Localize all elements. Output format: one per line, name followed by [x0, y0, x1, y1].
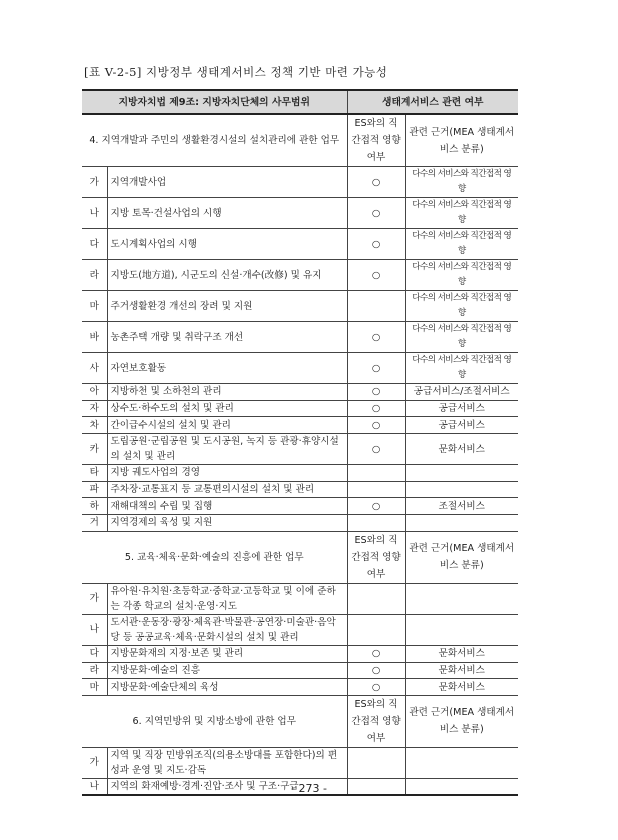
es-mark: ○ — [347, 417, 405, 434]
table-row — [82, 515, 518, 532]
table-row — [82, 229, 518, 260]
table-caption: [표 V-2-5] 지방정부 생태계서비스 정책 기반 마련 가능성 — [84, 65, 388, 79]
table-row — [82, 498, 518, 515]
row-item: 간이급수시설의 설치 및 관리 — [107, 417, 347, 434]
basis-column-header: 관련 근거(MEA 생태계서비스 분류) — [405, 695, 518, 747]
row-item: 상수도·하수도의 설치 및 관리 — [107, 400, 347, 417]
row-item: 지방 토목·건설사업의 시행 — [107, 198, 347, 229]
row-basis: 다수의 서비스와 직간접적 영향 — [405, 291, 518, 322]
row-letter: 나 — [82, 614, 107, 645]
row-basis: 공급서비스 — [405, 400, 518, 417]
es-mark: ○ — [347, 498, 405, 515]
es-mark: ○ — [347, 229, 405, 260]
es-mark: ○ — [347, 353, 405, 384]
row-letter: 차 — [82, 417, 107, 434]
table-row — [82, 583, 518, 614]
es-column-header: ES와의 직간접적 영향여부 — [347, 695, 405, 747]
table-row — [82, 679, 518, 696]
row-letter: 가 — [82, 167, 107, 198]
table-row — [82, 198, 518, 229]
row-item: 지방문화재의 지정·보존 및 관리 — [107, 645, 347, 662]
es-column-header: ES와의 직간접적 영향여부 — [347, 531, 405, 583]
es-mark — [347, 614, 405, 645]
section-header-row — [82, 114, 518, 167]
basis-column-header: 관련 근거(MEA 생태계서비스 분류) — [405, 531, 518, 583]
es-mark: ○ — [347, 645, 405, 662]
table-row — [82, 434, 518, 465]
row-letter: 자 — [82, 400, 107, 417]
row-letter: 타 — [82, 465, 107, 482]
row-letter: 가 — [82, 583, 107, 614]
row-basis: 문화서비스 — [405, 662, 518, 679]
row-item: 농촌주택 개량 및 취락구조 개선 — [107, 322, 347, 353]
row-letter: 파 — [82, 481, 107, 498]
table-row — [82, 614, 518, 645]
policy-table — [82, 89, 518, 796]
row-item: 도서관·운동장·광장·체육관·박물관·공연장·미술관·음악당 등 공공교육·체육·문화시설의 설치 및 관리 — [107, 614, 347, 645]
row-basis — [405, 481, 518, 498]
row-letter: 나 — [82, 778, 107, 795]
table-row — [82, 417, 518, 434]
es-mark: ○ — [347, 322, 405, 353]
table-row — [82, 465, 518, 482]
row-item: 도립공원·군립공원 및 도시공원, 녹지 등 관광·휴양시설의 설치 및 관리 — [107, 434, 347, 465]
header-left: 지방자치법 제9조: 지방자치단체의 사무범위 — [82, 90, 347, 114]
es-mark: ○ — [347, 384, 405, 401]
section-header-row — [82, 695, 518, 747]
es-mark: ○ — [347, 260, 405, 291]
row-item: 지방문화·예술단체의 육성 — [107, 679, 347, 696]
row-letter: 카 — [82, 434, 107, 465]
row-letter: 다 — [82, 645, 107, 662]
row-basis: 문화서비스 — [405, 645, 518, 662]
row-item: 지방 궤도사업의 경영 — [107, 465, 347, 482]
basis-column-header: 관련 근거(MEA 생태계서비스 분류) — [405, 114, 518, 167]
row-letter: 거 — [82, 515, 107, 532]
section-header-row — [82, 531, 518, 583]
row-basis: 문화서비스 — [405, 434, 518, 465]
row-item: 주거생활환경 개선의 장려 및 지원 — [107, 291, 347, 322]
row-item: 지방문화·예술의 진흥 — [107, 662, 347, 679]
es-mark: ○ — [347, 198, 405, 229]
row-item: 지역개발사업 — [107, 167, 347, 198]
row-basis: 다수의 서비스와 직간접적 영향 — [405, 353, 518, 384]
row-letter: 가 — [82, 747, 107, 778]
row-basis: 다수의 서비스와 직간접적 영향 — [405, 260, 518, 291]
table-row — [82, 645, 518, 662]
row-basis: 공급서비스 — [405, 417, 518, 434]
row-letter: 바 — [82, 322, 107, 353]
row-item: 주차장·교통표지 등 교통편의시설의 설치 및 관리 — [107, 481, 347, 498]
table-row — [82, 260, 518, 291]
row-letter: 라 — [82, 662, 107, 679]
row-basis — [405, 614, 518, 645]
row-basis — [405, 465, 518, 482]
table-row — [82, 291, 518, 322]
es-mark: ○ — [347, 662, 405, 679]
row-item: 지방도(地方道), 시군도의 신설·개수(改修) 및 유지 — [107, 260, 347, 291]
row-basis — [405, 747, 518, 778]
es-mark: ○ — [347, 167, 405, 198]
es-mark — [347, 465, 405, 482]
section-title: 5. 교육·체육·문화·예술의 진흥에 관한 업무 — [82, 531, 347, 583]
header-right: 생태계서비스 관련 여부 — [347, 90, 518, 114]
row-letter: 하 — [82, 498, 107, 515]
table-row — [82, 384, 518, 401]
table-row — [82, 167, 518, 198]
table-row — [82, 400, 518, 417]
row-item: 재해대책의 수립 및 집행 — [107, 498, 347, 515]
row-letter: 아 — [82, 384, 107, 401]
section-title: 6. 지역민방위 및 지방소방에 관한 업무 — [82, 695, 347, 747]
row-letter: 마 — [82, 679, 107, 696]
row-basis: 다수의 서비스와 직간접적 영향 — [405, 198, 518, 229]
row-basis: 다수의 서비스와 직간접적 영향 — [405, 322, 518, 353]
es-mark — [347, 747, 405, 778]
row-item: 도시계획사업의 시행 — [107, 229, 347, 260]
es-mark — [347, 515, 405, 532]
row-basis — [405, 515, 518, 532]
es-column-header: ES와의 직간접적 영향여부 — [347, 114, 405, 167]
row-letter: 라 — [82, 260, 107, 291]
es-mark: ○ — [347, 434, 405, 465]
table-row — [82, 322, 518, 353]
row-item: 지방하천 및 소하천의 관리 — [107, 384, 347, 401]
row-letter: 사 — [82, 353, 107, 384]
row-item: 지역의 화재예방·경계·진압·조사 및 구조·구급 — [107, 778, 347, 795]
row-basis: 다수의 서비스와 직간접적 영향 — [405, 229, 518, 260]
row-basis — [405, 583, 518, 614]
row-letter: 다 — [82, 229, 107, 260]
es-mark — [347, 583, 405, 614]
row-basis: 조절서비스 — [405, 498, 518, 515]
table-row — [82, 353, 518, 384]
row-letter: 마 — [82, 291, 107, 322]
table-row — [82, 662, 518, 679]
es-mark — [347, 481, 405, 498]
es-mark — [347, 291, 405, 322]
es-mark: ○ — [347, 679, 405, 696]
row-item: 지역경제의 육성 및 지원 — [107, 515, 347, 532]
section-title: 4. 지역개발과 주민의 생활환경시설의 설치관리에 관한 업무 — [82, 114, 347, 167]
row-item: 지역 및 직장 민방위조직(의용소방대를 포함한다)의 편성과 운영 및 지도·감독 — [107, 747, 347, 778]
row-letter: 나 — [82, 198, 107, 229]
row-item: 유아원·유치원·초등학교·중학교·고등학교 및 이에 준하는 각종 학교의 설치·운영·지도 — [107, 583, 347, 614]
table-row — [82, 747, 518, 778]
es-mark: ○ — [347, 400, 405, 417]
table-row — [82, 481, 518, 498]
row-basis: 다수의 서비스와 직간접적 영향 — [405, 167, 518, 198]
row-basis: 공급서비스/조절서비스 — [405, 384, 518, 401]
row-item: 자연보호활동 — [107, 353, 347, 384]
row-basis: 문화서비스 — [405, 679, 518, 696]
page-number: - 273 - — [291, 782, 327, 795]
